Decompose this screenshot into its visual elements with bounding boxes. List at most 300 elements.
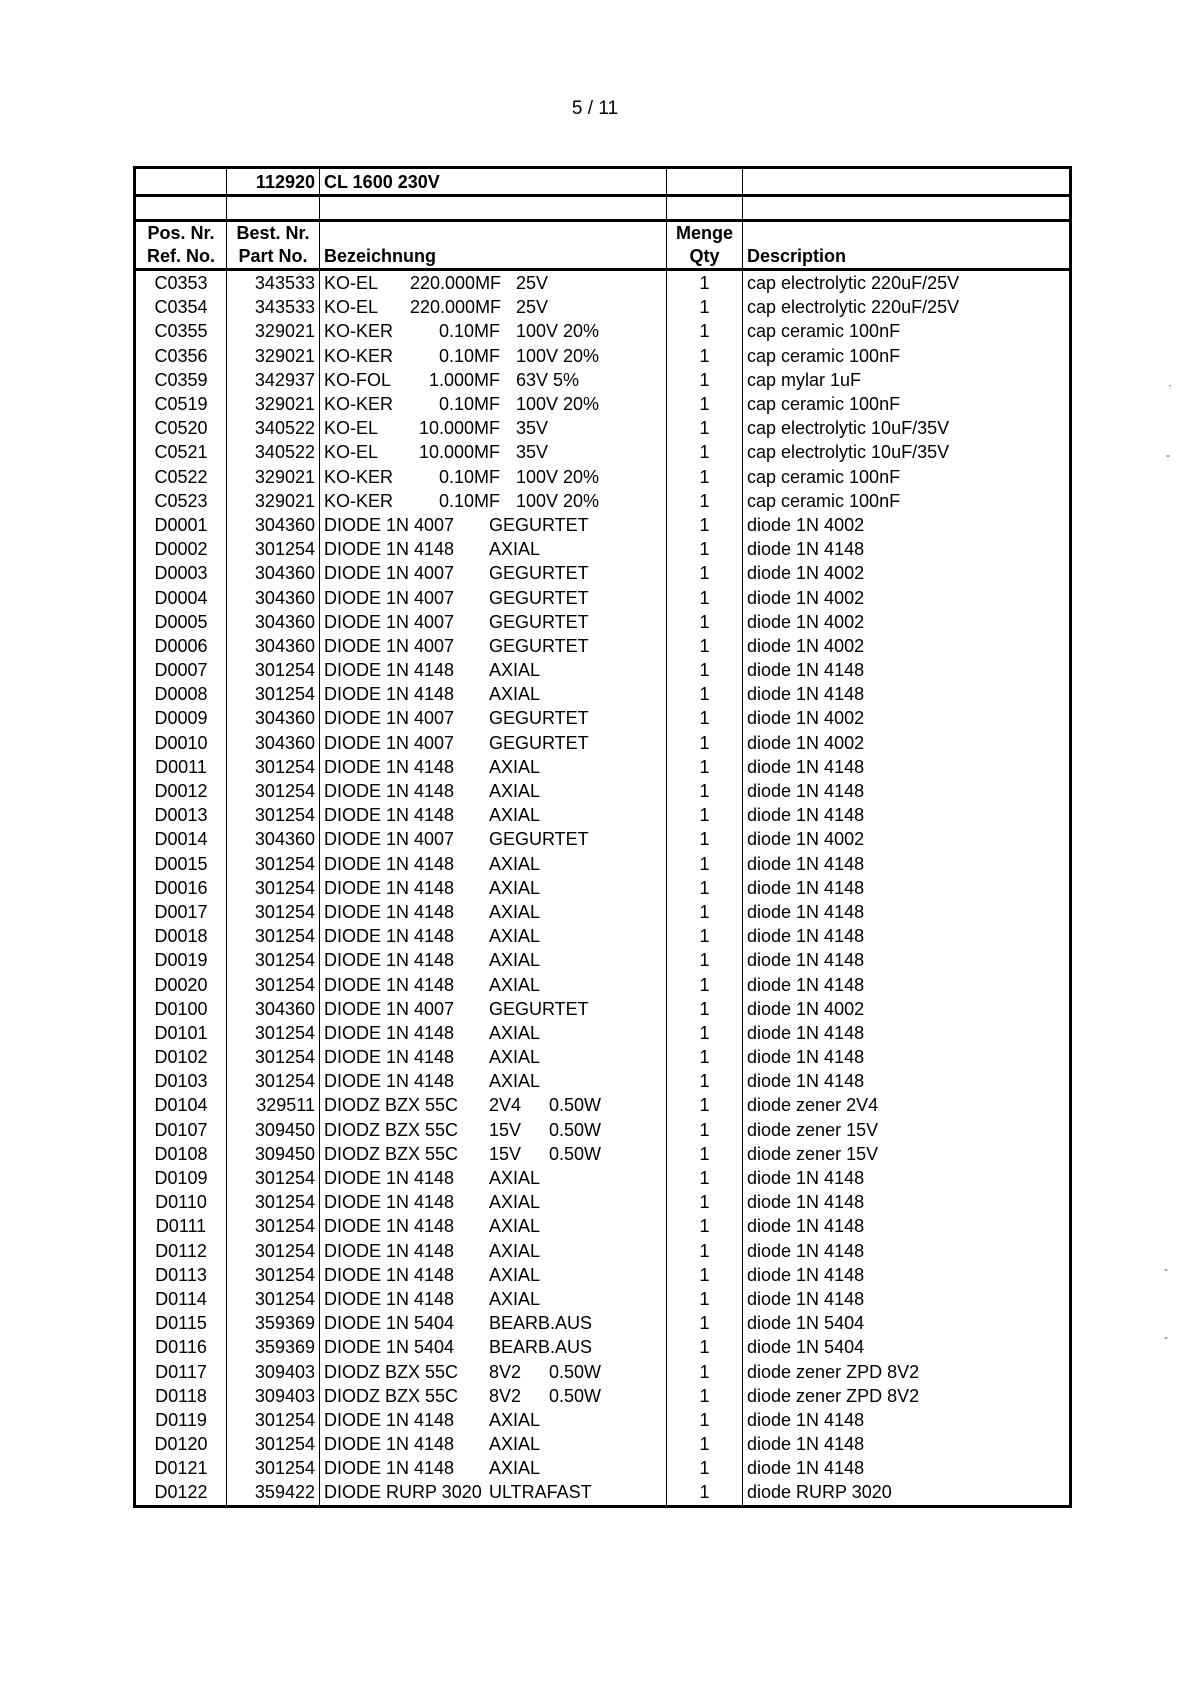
- ref-no-cell: D0013: [135, 803, 227, 827]
- description-cell: cap ceramic 100nF: [743, 465, 1071, 489]
- bezeichnung-value: AXIAL: [489, 684, 541, 705]
- qty-cell: 1: [667, 972, 743, 996]
- part-no-cell: 309403: [227, 1359, 320, 1383]
- header-bezeichnung: Bezeichnung: [320, 244, 667, 270]
- table-row: [135, 610, 1071, 634]
- bezeichnung-cell: [320, 1021, 667, 1045]
- bezeichnung-cell: [320, 1142, 667, 1166]
- bezeichnung-type: DIODE 1N 4148: [324, 1071, 455, 1092]
- qty-cell: 1: [667, 1021, 743, 1045]
- qty-cell: 1: [667, 997, 743, 1021]
- part-no-cell: 309450: [227, 1118, 320, 1142]
- table-row: [135, 1408, 1071, 1432]
- table-row: [135, 1480, 1071, 1506]
- table-row: [135, 803, 1071, 827]
- table-row: [135, 465, 1071, 489]
- part-no-cell: 340522: [227, 416, 320, 440]
- table-row: [135, 682, 1071, 706]
- part-no-cell: 301254: [227, 537, 320, 561]
- header-pos-de: Pos. Nr.: [135, 221, 227, 245]
- bezeichnung-value: 0.10MF: [438, 466, 500, 487]
- title-pos-cell: [135, 168, 227, 196]
- qty-cell: 1: [667, 1384, 743, 1408]
- bezeichnung-rating: 0.50W: [549, 1119, 602, 1140]
- qty-cell: 1: [667, 610, 743, 634]
- bezeichnung-type: KO-FOL: [324, 369, 392, 390]
- part-no-cell: 340522: [227, 440, 320, 464]
- description-cell: diode 1N 4002: [743, 610, 1071, 634]
- table-row: [135, 1359, 1071, 1383]
- ref-no-cell: D0005: [135, 610, 227, 634]
- qty-cell: 1: [667, 779, 743, 803]
- bezeichnung-cell: [320, 392, 667, 416]
- ref-no-cell: D0122: [135, 1480, 227, 1506]
- description-cell: diode 1N 4148: [743, 1021, 1071, 1045]
- bezeichnung-type: DIODE 1N 4148: [324, 1192, 455, 1213]
- bezeichnung-type: DIODE 1N 4148: [324, 1240, 455, 1261]
- description-cell: diode 1N 4148: [743, 755, 1071, 779]
- bezeichnung-type: KO-EL: [324, 273, 379, 294]
- bezeichnung-value: GEGURTET: [489, 998, 589, 1019]
- bezeichnung-type: DIODE 1N 4148: [324, 1047, 455, 1068]
- bezeichnung-cell: [320, 682, 667, 706]
- bezeichnung-cell: [320, 972, 667, 996]
- part-no-cell: 309403: [227, 1384, 320, 1408]
- description-cell: diode 1N 4148: [743, 1287, 1071, 1311]
- header-row-german: [135, 221, 1071, 245]
- bezeichnung-rating: 0.50W: [549, 1143, 602, 1164]
- bezeichnung-cell: [320, 1432, 667, 1456]
- ref-no-cell: D0107: [135, 1118, 227, 1142]
- qty-cell: 1: [667, 1432, 743, 1456]
- table-row: [135, 852, 1071, 876]
- bezeichnung-cell: [320, 465, 667, 489]
- bezeichnung-type: DIODE 1N 4007: [324, 514, 455, 535]
- description-cell: diode 1N 4148: [743, 924, 1071, 948]
- bezeichnung-type: DIODE 1N 4148: [324, 1168, 455, 1189]
- bezeichnung-type: DIODZ BZX 55C: [324, 1119, 459, 1140]
- bezeichnung-cell: [320, 1311, 667, 1335]
- assembly-title-row: [135, 168, 1071, 196]
- description-cell: cap electrolytic 220uF/25V: [743, 270, 1071, 296]
- ref-no-cell: D0121: [135, 1456, 227, 1480]
- table-row: [135, 1021, 1071, 1045]
- bezeichnung-cell: [320, 827, 667, 851]
- description-cell: diode 1N 4148: [743, 972, 1071, 996]
- table-row: [135, 416, 1071, 440]
- bezeichnung-cell: [320, 561, 667, 585]
- qty-cell: 1: [667, 513, 743, 537]
- qty-cell: 1: [667, 1069, 743, 1093]
- qty-cell: 1: [667, 489, 743, 513]
- bezeichnung-type: DIODE 1N 4148: [324, 877, 455, 898]
- bezeichnung-type: DIODE 1N 4148: [324, 853, 455, 874]
- description-cell: diode 1N 4148: [743, 682, 1071, 706]
- bezeichnung-cell: [320, 1045, 667, 1069]
- qty-cell: 1: [667, 1214, 743, 1238]
- qty-cell: 1: [667, 731, 743, 755]
- table-row: [135, 1069, 1071, 1093]
- description-cell: diode 1N 4002: [743, 585, 1071, 609]
- scan-speck-mark: -: [1164, 1330, 1168, 1344]
- qty-cell: 1: [667, 876, 743, 900]
- ref-no-cell: D0102: [135, 1045, 227, 1069]
- spacer-cell: [227, 196, 320, 221]
- bezeichnung-cell: [320, 900, 667, 924]
- qty-cell: 1: [667, 1335, 743, 1359]
- table-row: [135, 924, 1071, 948]
- bezeichnung-cell: [320, 440, 667, 464]
- part-no-cell: 301254: [227, 1045, 320, 1069]
- qty-cell: 1: [667, 852, 743, 876]
- page-number: 5 / 11: [571, 98, 619, 119]
- bezeichnung-value: AXIAL: [489, 1240, 541, 1261]
- bezeichnung-cell: [320, 1166, 667, 1190]
- table-row: [135, 270, 1071, 296]
- table-row: [135, 513, 1071, 537]
- bezeichnung-value: GEGURTET: [489, 563, 589, 584]
- ref-no-cell: D0004: [135, 585, 227, 609]
- part-no-cell: 304360: [227, 997, 320, 1021]
- part-no-cell: 359369: [227, 1311, 320, 1335]
- description-cell: diode 1N 4148: [743, 876, 1071, 900]
- table-row: [135, 1287, 1071, 1311]
- bezeichnung-cell: [320, 1239, 667, 1263]
- ref-no-cell: D0012: [135, 779, 227, 803]
- part-no-cell: 304360: [227, 634, 320, 658]
- spacer-cell: [667, 196, 743, 221]
- bezeichnung-type: DIODE 1N 5404: [324, 1313, 455, 1334]
- header-part-de: Best. Nr.: [227, 221, 320, 245]
- table-row: [135, 731, 1071, 755]
- table-row: [135, 827, 1071, 851]
- description-cell: diode zener 2V4: [743, 1093, 1071, 1117]
- bezeichnung-cell: [320, 513, 667, 537]
- qty-cell: 1: [667, 827, 743, 851]
- part-no-cell: 304360: [227, 706, 320, 730]
- bezeichnung-cell: [320, 610, 667, 634]
- description-cell: diode 1N 4002: [743, 827, 1071, 851]
- bezeichnung-rating: 35V: [516, 418, 549, 439]
- bezeichnung-type: DIODE 1N 4007: [324, 829, 455, 850]
- ref-no-cell: D0011: [135, 755, 227, 779]
- description-cell: cap ceramic 100nF: [743, 392, 1071, 416]
- ref-no-cell: D0117: [135, 1359, 227, 1383]
- table-row: [135, 1166, 1071, 1190]
- description-cell: diode 1N 5404: [743, 1335, 1071, 1359]
- bezeichnung-cell: [320, 489, 667, 513]
- header-qty-de: Menge: [667, 221, 743, 245]
- bezeichnung-value: AXIAL: [489, 1022, 541, 1043]
- bezeichnung-rating: 100V 20%: [516, 321, 600, 342]
- part-no-cell: 359422: [227, 1480, 320, 1506]
- bezeichnung-type: DIODE 1N 4148: [324, 901, 455, 922]
- header-pos-en: Ref. No.: [135, 244, 227, 270]
- qty-cell: 1: [667, 755, 743, 779]
- table-row: [135, 368, 1071, 392]
- bezeichnung-value: 10.000MF: [418, 418, 500, 439]
- part-no-cell: 301254: [227, 900, 320, 924]
- description-cell: diode 1N 5404: [743, 1311, 1071, 1335]
- bezeichnung-value: AXIAL: [489, 1047, 541, 1068]
- ref-no-cell: D0016: [135, 876, 227, 900]
- ref-no-cell: D0015: [135, 852, 227, 876]
- description-cell: diode RURP 3020: [743, 1480, 1071, 1506]
- qty-cell: 1: [667, 803, 743, 827]
- part-no-cell: 304360: [227, 827, 320, 851]
- part-no-cell: 329021: [227, 489, 320, 513]
- ref-no-cell: C0522: [135, 465, 227, 489]
- description-cell: cap mylar 1uF: [743, 368, 1071, 392]
- bezeichnung-value: AXIAL: [489, 1168, 541, 1189]
- qty-cell: 1: [667, 1359, 743, 1383]
- bezeichnung-type: DIODE 1N 4148: [324, 1288, 455, 1309]
- ref-no-cell: D0118: [135, 1384, 227, 1408]
- bezeichnung-value: AXIAL: [489, 1288, 541, 1309]
- bezeichnung-type: DIODE 1N 4148: [324, 1216, 455, 1237]
- header-row-english: [135, 244, 1071, 270]
- description-cell: diode 1N 4148: [743, 658, 1071, 682]
- part-no-cell: 301254: [227, 876, 320, 900]
- ref-no-cell: D0119: [135, 1408, 227, 1432]
- part-no-cell: 301254: [227, 1287, 320, 1311]
- qty-cell: 1: [667, 1263, 743, 1287]
- bezeichnung-value: AXIAL: [489, 1071, 541, 1092]
- part-no-cell: 329021: [227, 344, 320, 368]
- qty-cell: 1: [667, 1287, 743, 1311]
- ref-no-cell: D0101: [135, 1021, 227, 1045]
- bezeichnung-cell: [320, 1069, 667, 1093]
- description-cell: diode 1N 4148: [743, 537, 1071, 561]
- bezeichnung-type: DIODE 1N 4148: [324, 1022, 455, 1043]
- bezeichnung-cell: [320, 1190, 667, 1214]
- part-no-cell: 301254: [227, 1021, 320, 1045]
- bezeichnung-type: DIODE 1N 4148: [324, 1264, 455, 1285]
- bezeichnung-type: KO-EL: [324, 442, 379, 463]
- bezeichnung-cell: [320, 537, 667, 561]
- table-row: [135, 1214, 1071, 1238]
- bezeichnung-value: AXIAL: [489, 974, 541, 995]
- bezeichnung-rating: 100V 20%: [516, 466, 600, 487]
- bezeichnung-cell: [320, 658, 667, 682]
- bezeichnung-value: BEARB.AUS: [489, 1313, 593, 1334]
- bezeichnung-type: DIODZ BZX 55C: [324, 1143, 459, 1164]
- bezeichnung-cell: [320, 1480, 667, 1506]
- qty-cell: 1: [667, 1166, 743, 1190]
- description-cell: diode 1N 4148: [743, 1069, 1071, 1093]
- bezeichnung-value: BEARB.AUS: [489, 1337, 593, 1358]
- bezeichnung-type: DIODE 1N 4148: [324, 539, 455, 560]
- bezeichnung-type: KO-EL: [324, 418, 379, 439]
- table-row: [135, 392, 1071, 416]
- bezeichnung-type: DIODE 1N 4148: [324, 926, 455, 947]
- bezeichnung-rating: 0.50W: [549, 1361, 602, 1382]
- qty-cell: 1: [667, 924, 743, 948]
- ref-no-cell: D0018: [135, 924, 227, 948]
- qty-cell: 1: [667, 270, 743, 296]
- ref-no-cell: C0355: [135, 319, 227, 343]
- bezeichnung-value: AXIAL: [489, 1216, 541, 1237]
- ref-no-cell: C0521: [135, 440, 227, 464]
- bezeichnung-type: DIODE 1N 4148: [324, 1434, 455, 1455]
- bezeichnung-value: AXIAL: [489, 1192, 541, 1213]
- part-no-cell: 329021: [227, 465, 320, 489]
- ref-no-cell: C0353: [135, 270, 227, 296]
- description-cell: diode 1N 4148: [743, 1166, 1071, 1190]
- qty-cell: 1: [667, 416, 743, 440]
- description-cell: cap electrolytic 220uF/25V: [743, 295, 1071, 319]
- table-row: [135, 997, 1071, 1021]
- part-no-cell: 301254: [227, 658, 320, 682]
- description-cell: diode 1N 4148: [743, 1214, 1071, 1238]
- part-no-cell: 301254: [227, 1166, 320, 1190]
- table-row: [135, 1045, 1071, 1069]
- part-no-cell: 342937: [227, 368, 320, 392]
- header-description: Description: [743, 244, 1071, 270]
- bezeichnung-rating: 25V: [516, 297, 549, 318]
- bezeichnung-value: AXIAL: [489, 877, 541, 898]
- description-cell: diode zener 15V: [743, 1118, 1071, 1142]
- table-row: [135, 1384, 1071, 1408]
- part-no-cell: 301254: [227, 852, 320, 876]
- qty-cell: 1: [667, 392, 743, 416]
- header-desc-spacer: [743, 221, 1071, 245]
- bezeichnung-value: AXIAL: [489, 901, 541, 922]
- table-row: [135, 755, 1071, 779]
- bezeichnung-cell: [320, 706, 667, 730]
- bezeichnung-value: 2V4: [489, 1095, 522, 1116]
- part-no-cell: 304360: [227, 513, 320, 537]
- spacer-cell: [135, 196, 227, 221]
- description-cell: diode 1N 4148: [743, 1190, 1071, 1214]
- bezeichnung-cell: [320, 1384, 667, 1408]
- ref-no-cell: D0109: [135, 1166, 227, 1190]
- ref-no-cell: D0017: [135, 900, 227, 924]
- header-bez-spacer: [320, 221, 667, 245]
- ref-no-cell: D0120: [135, 1432, 227, 1456]
- bezeichnung-type: DIODE 1N 4007: [324, 563, 455, 584]
- bezeichnung-rating: 100V 20%: [516, 490, 600, 511]
- ref-no-cell: D0008: [135, 682, 227, 706]
- ref-no-cell: C0523: [135, 489, 227, 513]
- bezeichnung-value: 0.10MF: [438, 345, 500, 366]
- bezeichnung-value: AXIAL: [489, 1434, 541, 1455]
- bezeichnung-value: AXIAL: [489, 853, 541, 874]
- description-cell: diode 1N 4148: [743, 1456, 1071, 1480]
- bezeichnung-value: 10.000MF: [418, 442, 500, 463]
- qty-cell: 1: [667, 561, 743, 585]
- table-row: [135, 1456, 1071, 1480]
- ref-no-cell: D0111: [135, 1214, 227, 1238]
- bezeichnung-type: DIODE 1N 4007: [324, 708, 455, 729]
- bezeichnung-value: ULTRAFAST: [489, 1482, 592, 1503]
- ref-no-cell: D0019: [135, 948, 227, 972]
- description-cell: diode 1N 4148: [743, 1239, 1071, 1263]
- qty-cell: 1: [667, 948, 743, 972]
- bezeichnung-type: DIODE 1N 4148: [324, 1458, 455, 1479]
- ref-no-cell: D0001: [135, 513, 227, 537]
- qty-cell: 1: [667, 1045, 743, 1069]
- description-cell: diode 1N 4148: [743, 1045, 1071, 1069]
- bezeichnung-value: GEGURTET: [489, 732, 589, 753]
- table-row: [135, 658, 1071, 682]
- bezeichnung-value: 8V2: [489, 1361, 522, 1382]
- part-no-cell: 309450: [227, 1142, 320, 1166]
- header-qty-en: Qty: [667, 244, 743, 270]
- bezeichnung-type: DIODE 1N 4148: [324, 756, 455, 777]
- bezeichnung-value: 220.000MF: [410, 297, 502, 318]
- ref-no-cell: C0359: [135, 368, 227, 392]
- ref-no-cell: D0114: [135, 1287, 227, 1311]
- bezeichnung-type: DIODZ BZX 55C: [324, 1361, 459, 1382]
- ref-no-cell: D0115: [135, 1311, 227, 1335]
- bezeichnung-type: DIODE 1N 4007: [324, 587, 455, 608]
- bezeichnung-value: 1.000MF: [428, 369, 500, 390]
- bezeichnung-value: GEGURTET: [489, 635, 589, 656]
- description-cell: diode zener ZPD 8V2: [743, 1384, 1071, 1408]
- scan-speck-mark: ·: [1168, 378, 1172, 392]
- table-row: [135, 1335, 1071, 1359]
- bezeichnung-value: AXIAL: [489, 756, 541, 777]
- bezeichnung-value: 0.10MF: [438, 321, 500, 342]
- bezeichnung-cell: [320, 585, 667, 609]
- parts-list-table: [133, 166, 1072, 1508]
- scan-speck-mark: -: [1166, 448, 1170, 462]
- qty-cell: 1: [667, 295, 743, 319]
- bezeichnung-type: KO-KER: [324, 321, 394, 342]
- qty-cell: 1: [667, 1311, 743, 1335]
- bezeichnung-value: 15V: [489, 1143, 522, 1164]
- part-no-cell: 304360: [227, 610, 320, 634]
- part-no-cell: 304360: [227, 561, 320, 585]
- bezeichnung-value: GEGURTET: [489, 587, 589, 608]
- qty-cell: 1: [667, 1118, 743, 1142]
- table-row: [135, 948, 1071, 972]
- ref-no-cell: D0110: [135, 1190, 227, 1214]
- description-cell: diode 1N 4002: [743, 634, 1071, 658]
- part-no-cell: 301254: [227, 1069, 320, 1093]
- part-no-cell: 304360: [227, 585, 320, 609]
- table-row: [135, 1093, 1071, 1117]
- ref-no-cell: D0009: [135, 706, 227, 730]
- part-no-cell: 301254: [227, 682, 320, 706]
- part-no-cell: 329511: [227, 1093, 320, 1117]
- bezeichnung-value: 220.000MF: [410, 273, 502, 294]
- bezeichnung-cell: [320, 1214, 667, 1238]
- part-no-cell: 301254: [227, 1408, 320, 1432]
- table-row: [135, 1118, 1071, 1142]
- description-cell: diode 1N 4002: [743, 561, 1071, 585]
- bezeichnung-type: DIODE 1N 4007: [324, 611, 455, 632]
- ref-no-cell: C0354: [135, 295, 227, 319]
- ref-no-cell: D0108: [135, 1142, 227, 1166]
- description-cell: cap electrolytic 10uF/35V: [743, 416, 1071, 440]
- bezeichnung-cell: [320, 1093, 667, 1117]
- bezeichnung-cell: [320, 1359, 667, 1383]
- bezeichnung-type: DIODE RURP 3020: [324, 1482, 482, 1503]
- bezeichnung-value: AXIAL: [489, 660, 541, 681]
- qty-cell: 1: [667, 465, 743, 489]
- description-cell: diode 1N 4002: [743, 731, 1071, 755]
- qty-cell: 1: [667, 1480, 743, 1506]
- table-row: [135, 319, 1071, 343]
- ref-no-cell: D0007: [135, 658, 227, 682]
- ref-no-cell: D0112: [135, 1239, 227, 1263]
- table-row: [135, 1263, 1071, 1287]
- table-row: [135, 585, 1071, 609]
- qty-cell: 1: [667, 1093, 743, 1117]
- part-no-cell: 301254: [227, 1263, 320, 1287]
